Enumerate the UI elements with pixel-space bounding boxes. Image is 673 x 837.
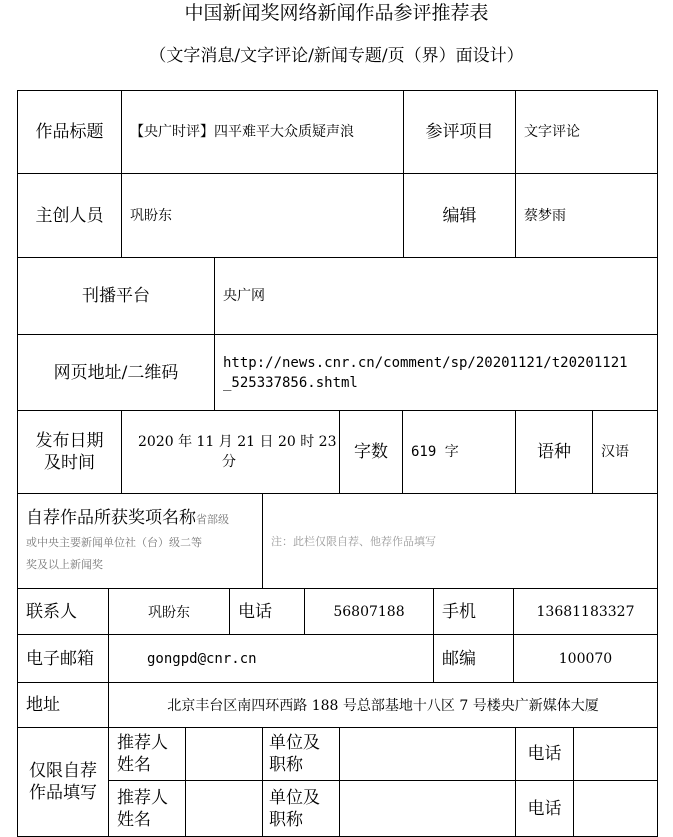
category-value: 文字评论 bbox=[515, 90, 658, 174]
referee-1-unit-label-line-2: 职称 bbox=[269, 755, 303, 775]
referee-2-unit-label bbox=[262, 780, 340, 837]
wordcount-label: 字数 bbox=[339, 410, 403, 494]
url-line-2: _525337856.shtml bbox=[223, 374, 358, 391]
contact-value: 巩盼东 bbox=[108, 588, 230, 635]
url-value bbox=[214, 334, 658, 411]
award-hint-2: 或中央主要新闻单位社（台）级二等 bbox=[26, 536, 202, 549]
contact-label: 联系人 bbox=[17, 588, 109, 635]
address-value: 北京丰台区南四环西路 188 号总部基地十八区 7 号楼央广新媒体大厦 bbox=[108, 682, 658, 728]
date-label-line-1: 发布日期 bbox=[35, 431, 104, 451]
date-value-line-2: 分 bbox=[222, 454, 236, 470]
wordcount-value: 619 字 bbox=[402, 410, 516, 494]
email-value: gongpd@cnr.cn bbox=[108, 634, 434, 683]
work-title-value: 【央广时评】四平难平大众质疑声浪 bbox=[121, 90, 404, 174]
award-label: 自荐作品所获奖项名称 bbox=[26, 508, 196, 528]
url-line-1: http://news.cnr.cn/comment/sp/20201121/t20201121 bbox=[223, 354, 628, 371]
referee-2-phone-label: 电话 bbox=[515, 780, 574, 837]
date-value-line-1: 2020 年 11 月 21 日 20 时 23 bbox=[138, 434, 337, 450]
date-label-line-2: 及时间 bbox=[44, 453, 95, 473]
referee-1-phone-value bbox=[573, 727, 658, 781]
referee-2-name-label bbox=[108, 780, 186, 837]
self-only-label bbox=[17, 727, 109, 837]
email-label: 电子邮箱 bbox=[17, 634, 109, 683]
referee-2-name-value bbox=[185, 780, 263, 837]
form-subtitle: （文字消息/文字评论/新闻专题/页（界）面设计） bbox=[149, 46, 524, 66]
self-only-label-line-1: 仅限自荐 bbox=[29, 761, 97, 781]
referee-2-unit-value bbox=[339, 780, 516, 837]
category-label: 参评项目 bbox=[403, 90, 516, 174]
work-title-label: 作品标题 bbox=[17, 90, 122, 174]
referee-1-name-label bbox=[108, 727, 186, 781]
phone-label: 电话 bbox=[229, 588, 305, 635]
url-label: 网页地址/二维码 bbox=[17, 334, 215, 411]
mobile-value: 13681183327 bbox=[513, 588, 658, 635]
referee-1-name-value bbox=[185, 727, 263, 781]
editor-label: 编辑 bbox=[403, 173, 516, 258]
postcode-label: 邮编 bbox=[433, 634, 514, 683]
referee-1-unit-label bbox=[262, 727, 340, 781]
date-label bbox=[17, 410, 122, 494]
phone-value: 56807188 bbox=[304, 588, 434, 635]
referee-2-name-label-line-1: 推荐人 bbox=[117, 787, 168, 808]
creator-value: 巩盼东 bbox=[121, 173, 404, 258]
referee-2-phone-value bbox=[573, 780, 658, 837]
platform-value: 央广网 bbox=[214, 257, 658, 335]
referee-1-name-label-line-2: 姓名 bbox=[117, 755, 151, 775]
award-label-cell bbox=[17, 493, 263, 589]
mobile-label: 手机 bbox=[433, 588, 514, 635]
referee-2-name-label-line-2: 姓名 bbox=[117, 809, 151, 830]
platform-label: 刊播平台 bbox=[17, 257, 215, 335]
language-label: 语种 bbox=[515, 410, 593, 494]
postcode-value: 100070 bbox=[513, 634, 658, 683]
form-title: 中国新闻奖网络新闻作品参评推荐表 bbox=[184, 2, 489, 24]
referee-2-unit-label-line-2: 职称 bbox=[269, 809, 303, 830]
award-hint-3: 奖及以上新闻奖 bbox=[26, 558, 103, 571]
referee-2-unit-label-line-1: 单位及 bbox=[269, 787, 320, 808]
referee-1-unit-value bbox=[339, 727, 516, 781]
referee-1-unit-label-line-1: 单位及 bbox=[269, 733, 320, 753]
creator-label: 主创人员 bbox=[17, 173, 122, 258]
self-only-label-line-2: 作品填写 bbox=[29, 783, 97, 803]
referee-1-phone-label: 电话 bbox=[515, 727, 574, 781]
date-value bbox=[121, 410, 340, 494]
editor-value: 蔡梦雨 bbox=[515, 173, 658, 258]
award-hint-1: 省部级 bbox=[196, 513, 229, 526]
award-note: 注：此栏仅限自荐、他荐作品填写 bbox=[262, 493, 658, 589]
referee-1-name-label-line-1: 推荐人 bbox=[117, 733, 168, 753]
address-label: 地址 bbox=[17, 682, 109, 728]
language-value: 汉语 bbox=[592, 410, 658, 494]
